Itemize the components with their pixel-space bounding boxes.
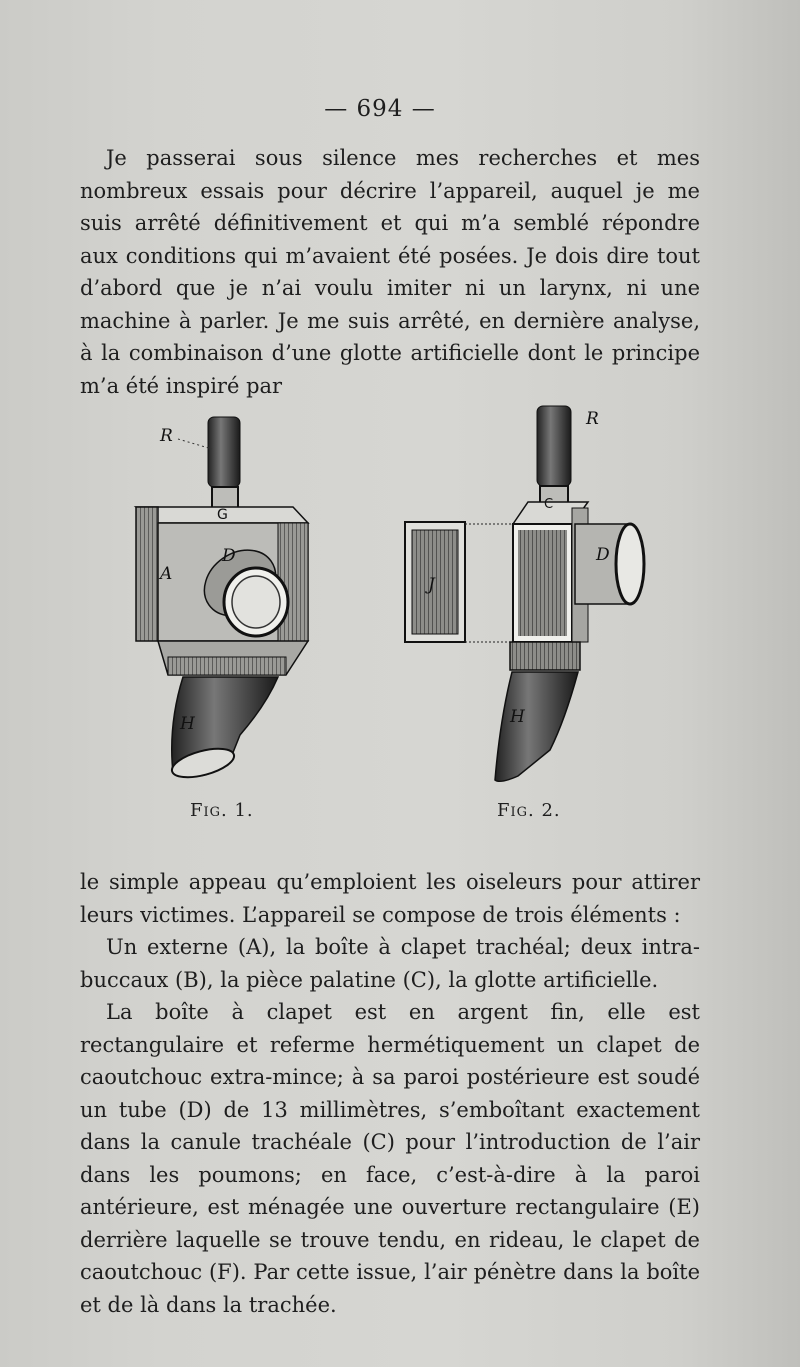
figure-2-caption: Fig. 2.	[497, 800, 561, 821]
fig2-label-j: J	[428, 575, 435, 595]
fig2-label-d: D	[596, 545, 610, 565]
figure-1-caption: Fig. 1.	[190, 800, 254, 821]
text-block-bottom	[80, 866, 700, 1321]
paragraph-bottom-1: le simple appeau qu’emploient les oiseleurs pour attirer leurs victimes. L’appareil se compose de trois éléments :	[80, 870, 700, 927]
fig1-label-g: G	[217, 507, 228, 523]
fig1-label-r: R	[160, 426, 173, 446]
fig1-label-a: A	[160, 564, 173, 584]
fig2-label-h: H	[510, 707, 525, 727]
page-number: — 694 —	[324, 96, 436, 122]
fig2-label-r: R	[586, 409, 599, 429]
fig1-label-h: H	[180, 714, 195, 734]
fig2-label-c: C	[544, 497, 554, 512]
paragraph-bottom-3: La boîte à clapet est en argent fin, elle est rectangulaire et referme hermétiquement un clapet de caoutchouc extra-mince; à sa paroi postérieure est soudé un tube (D) de 13 millimètres, s’emboîtant exactement dans la canule trachéale (C) pour l’introduction de l’air dans les poumons; en face, c’est-à-dire à la paroi antérieure, est ménagée une ouverture rectangulaire (E) derrière laquelle se trouve tendu, en rideau, le clapet de caoutchouc (F). Par cette issue, l’air pénètre dans la boîte et de là dans la trachée.	[80, 1000, 700, 1317]
fig1-label-d: D	[222, 546, 236, 566]
text-block-top	[80, 142, 700, 402]
paragraph-top: Je passerai sous silence mes recherches et mes nombreux essais pour décrire l’appareil, auquel je me suis arrêté définitivement et qui m’a semblé répondre aux conditions qui m’avaient été posées. Je dois dire tout d’abord que je n’ai voulu imiter ni un larynx, ni une machine à parler. Je me suis arrêté, en dernière analyse, à la combinaison d’une glotte artificielle dont le principe m’a été inspiré par	[80, 146, 700, 398]
figure-2-illustration	[400, 400, 650, 790]
paragraph-bottom-2: Un externe (A), la boîte à clapet trachéal; deux intra-buccaux (B), la pièce palatine (C), la glotte artificielle.	[80, 935, 700, 992]
figure-1-illustration	[128, 405, 318, 790]
